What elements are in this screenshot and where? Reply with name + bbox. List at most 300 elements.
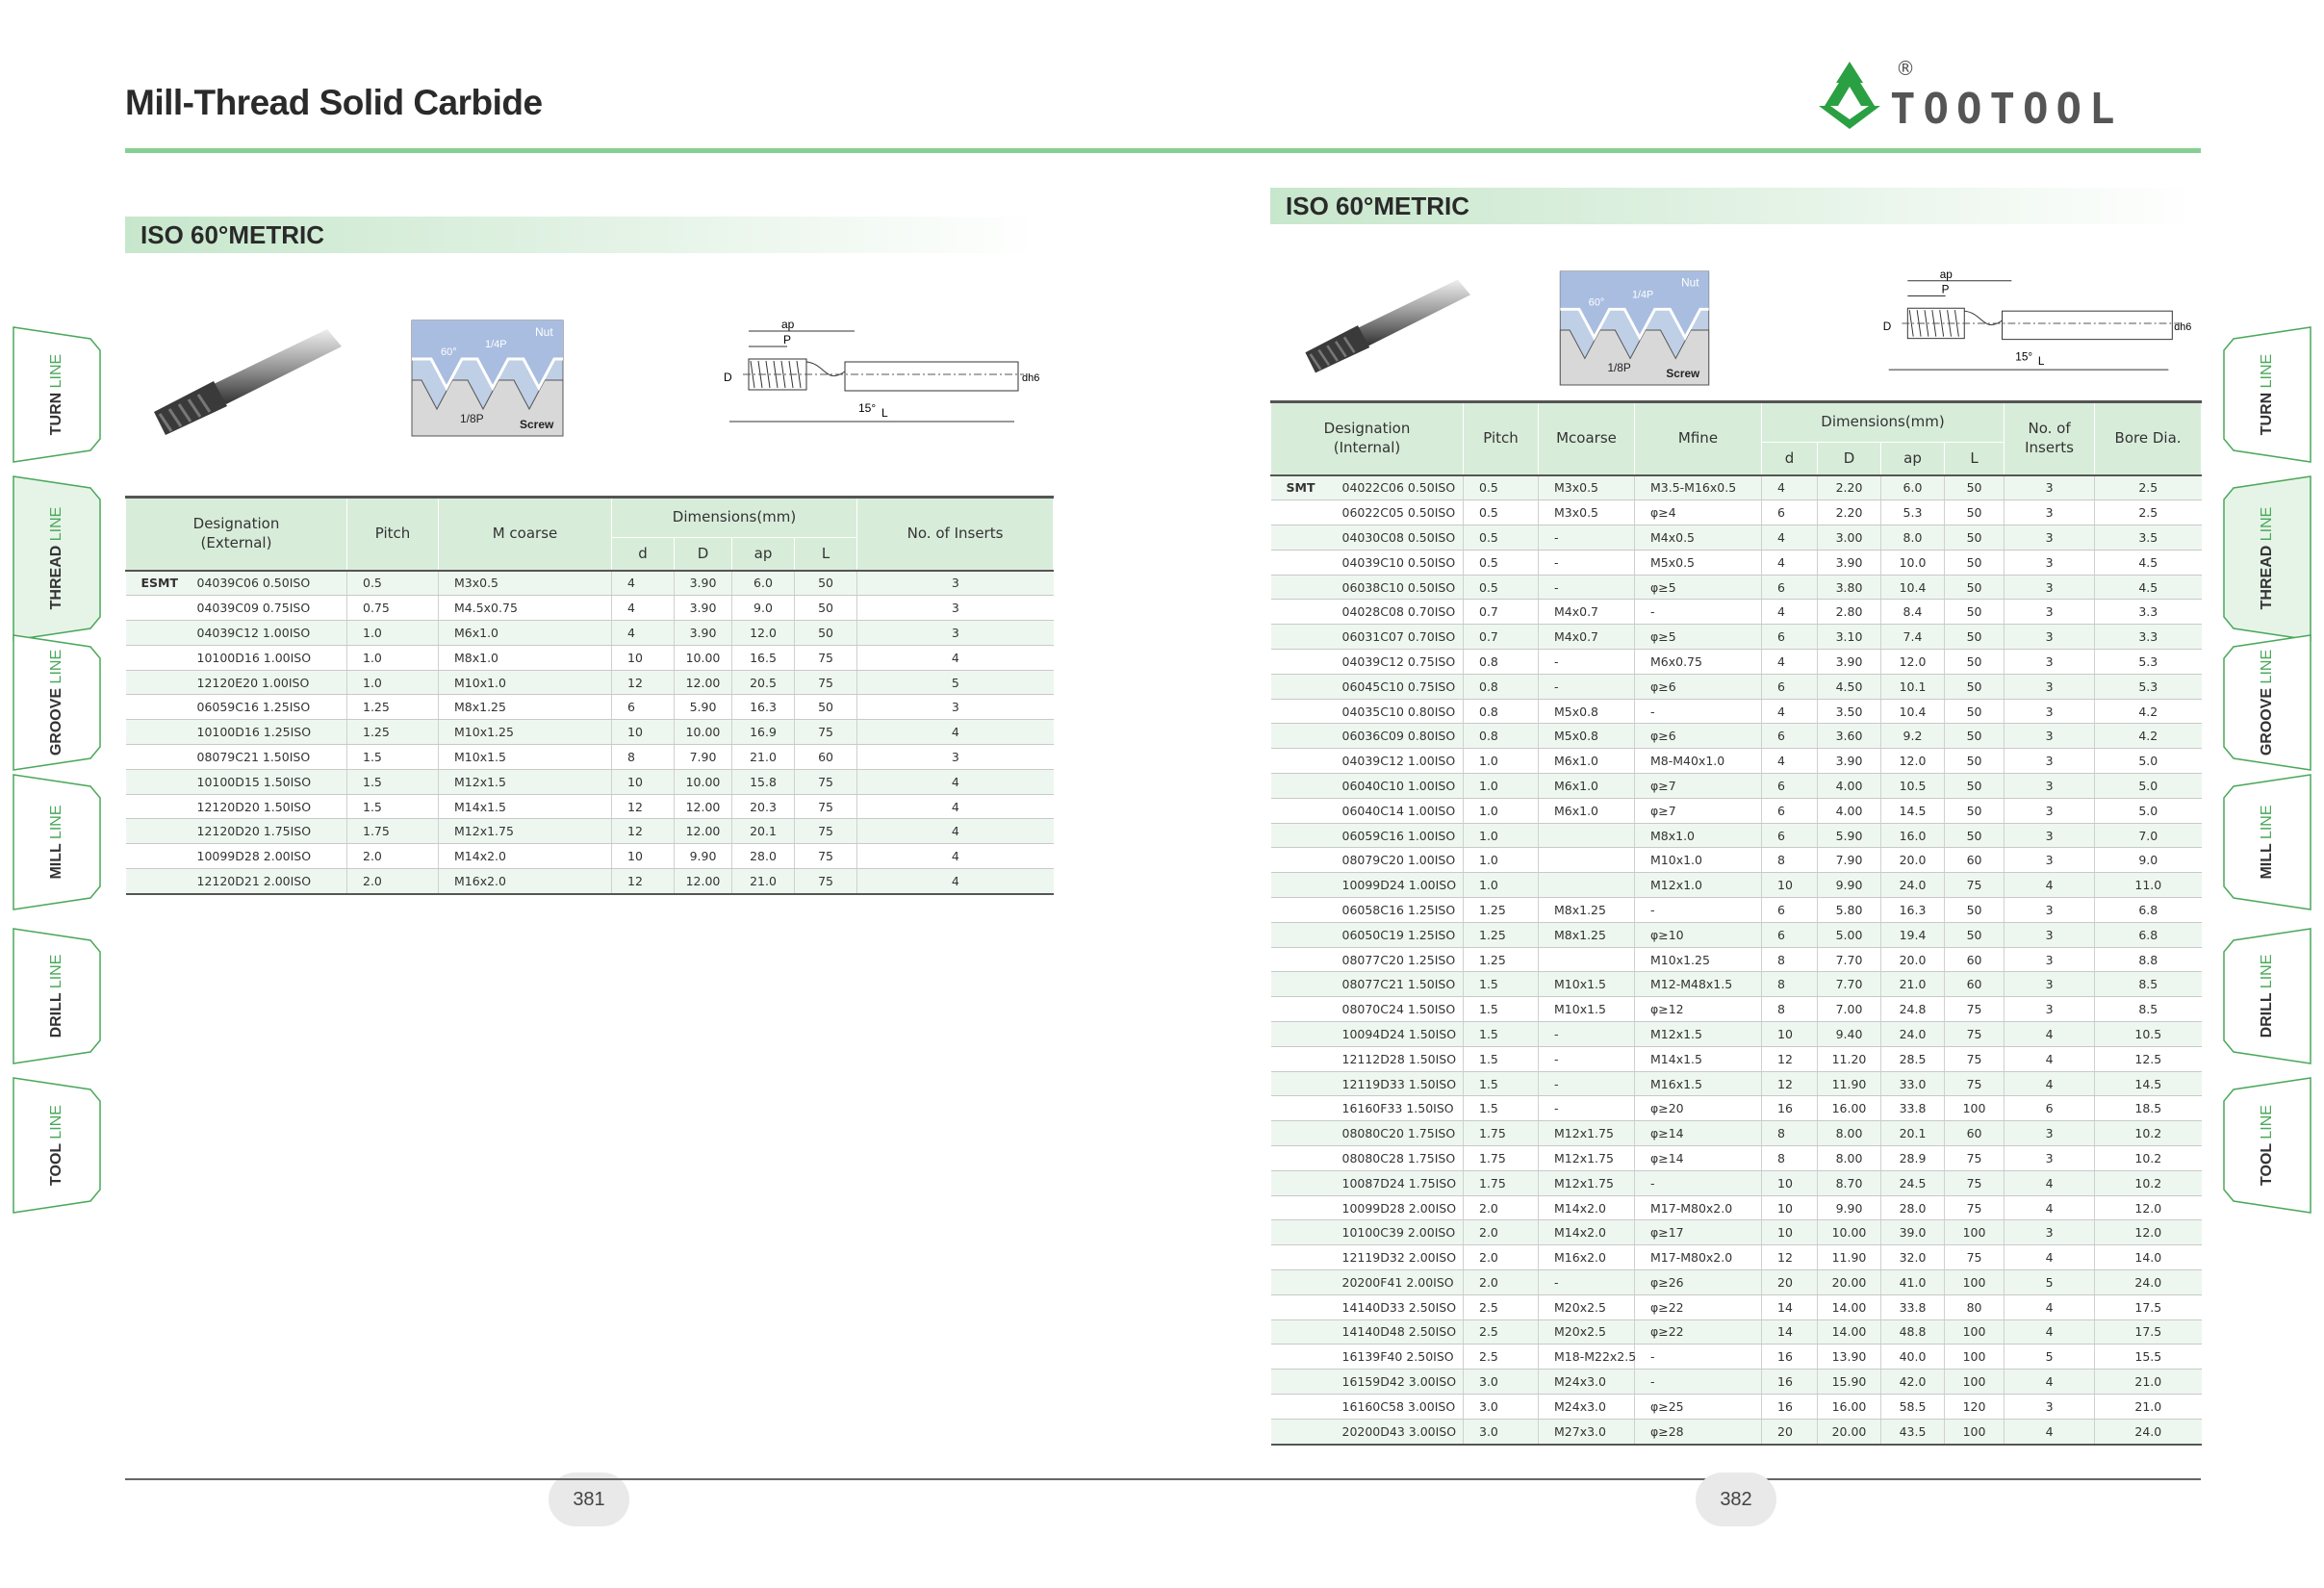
designation-code: 04039C10 0.50ISO <box>1341 554 1456 570</box>
table-cell: M12x1.75 <box>439 819 612 844</box>
table-cell: 16.00 <box>1818 1096 1881 1121</box>
table-cell: 0.7 <box>1464 600 1539 625</box>
table-cell: 12.00 <box>675 819 732 844</box>
table-row <box>1271 625 2202 650</box>
side-tab-line: LINE <box>2259 805 2275 840</box>
table-cell: 10.2 <box>2095 1146 2202 1171</box>
side-tab-turn[interactable] <box>2224 327 2311 462</box>
table-row <box>1271 1370 2202 1395</box>
series-prefix: ESMT <box>140 576 179 591</box>
table-row <box>1271 1220 2202 1245</box>
table-cell: 4 <box>2005 1022 2095 1047</box>
table-cell: M10x1.25 <box>439 720 612 745</box>
side-tab-line: LINE <box>2259 954 2275 989</box>
svg-text:1/8P: 1/8P <box>1607 361 1631 375</box>
table-cell: 12 <box>612 869 675 894</box>
table-cell: M10x1.0 <box>439 670 612 695</box>
table-cell: 5 <box>2005 1270 2095 1295</box>
table-cell: 1.75 <box>1464 1170 1539 1195</box>
page-number: 382 <box>1696 1473 1776 1526</box>
table-cell <box>1271 1245 1464 1270</box>
table-cell: M3x0.5 <box>1539 475 1635 500</box>
side-tab-label <box>2259 805 2276 879</box>
table-cell: φ≥4 <box>1635 500 1762 525</box>
table-cell: 6.8 <box>2095 922 2202 947</box>
col-mfine: Mfine <box>1635 402 1762 475</box>
side-tab-label <box>2259 955 2276 1038</box>
table-cell: 12.0 <box>1881 749 1945 774</box>
table-cell: 2.20 <box>1818 500 1881 525</box>
table-row <box>1271 575 2202 600</box>
table-cell: 12.00 <box>675 794 732 819</box>
table-cell: 6.0 <box>1881 475 1945 500</box>
designation-code: 12120D20 1.50ISO <box>196 799 312 814</box>
table-cell: 100 <box>1945 1096 2005 1121</box>
table-cell: 8 <box>1762 1146 1818 1171</box>
table-cell: 12.0 <box>732 621 795 646</box>
designation-code: 20200D43 3.00ISO <box>1341 1423 1457 1439</box>
svg-text:dh6: dh6 <box>2174 320 2192 333</box>
table-cell: 60 <box>1945 947 2005 972</box>
table-cell <box>1271 798 1464 823</box>
table-row <box>1271 1071 2202 1096</box>
table-row <box>126 819 1054 844</box>
table-cell: 12 <box>612 819 675 844</box>
table-row <box>1271 525 2202 551</box>
table-cell: 4 <box>2005 873 2095 898</box>
table-cell: 7.00 <box>1818 997 1881 1022</box>
table-cell: 10.4 <box>1881 699 1945 724</box>
table-cell: M10x1.25 <box>1635 947 1762 972</box>
table-cell: 20.3 <box>732 794 795 819</box>
table-cell: φ≥10 <box>1635 922 1762 947</box>
table-cell: 6 <box>1762 898 1818 923</box>
table-cell: 20.00 <box>1818 1270 1881 1295</box>
table-cell: 8.5 <box>2095 997 2202 1022</box>
side-tab-label <box>2259 650 2276 756</box>
table-row <box>1271 724 2202 749</box>
table-cell <box>1271 1419 1464 1444</box>
table-cell: 0.7 <box>1464 625 1539 650</box>
tool-photo <box>144 318 346 438</box>
table-cell: 20.0 <box>1881 947 1945 972</box>
table-cell: 5.0 <box>2095 749 2202 774</box>
col-pitch: Pitch <box>1464 402 1539 475</box>
designation-code: 16159D42 3.00ISO <box>1341 1374 1457 1390</box>
table-cell: 1.25 <box>1464 922 1539 947</box>
table-cell: 50 <box>795 571 857 596</box>
side-tab-drill[interactable] <box>13 929 100 1063</box>
table-cell <box>1271 823 1464 848</box>
designation-code: 06036C09 0.80ISO <box>1341 729 1456 744</box>
table-cell: 3 <box>2005 798 2095 823</box>
table-cell: M5x0.8 <box>1539 699 1635 724</box>
table-cell <box>1271 475 1464 500</box>
table-cell: 75 <box>1945 1170 2005 1195</box>
side-tab-line: LINE <box>48 506 64 542</box>
table-row <box>126 720 1054 745</box>
side-tab-mill[interactable] <box>13 775 100 909</box>
table-cell: 15.5 <box>2095 1345 2202 1370</box>
designation-code: 10100C39 2.00ISO <box>1341 1225 1456 1241</box>
table-cell: 10 <box>1762 1220 1818 1245</box>
table-cell: 0.8 <box>1464 650 1539 675</box>
table-cell: 6 <box>1762 575 1818 600</box>
designation-code: 04039C12 0.75ISO <box>1341 653 1456 669</box>
table-cell: 20 <box>1762 1270 1818 1295</box>
table-row <box>1271 1245 2202 1270</box>
svg-text:60°: 60° <box>441 346 457 358</box>
table-cell: M12-M48x1.5 <box>1635 972 1762 997</box>
table-cell: φ≥14 <box>1635 1146 1762 1171</box>
designation-code: 06040C10 1.00ISO <box>1341 778 1456 793</box>
external-thread-table <box>125 496 1054 895</box>
table-cell: 10 <box>612 720 675 745</box>
table-cell: 2.0 <box>347 869 439 894</box>
designation-code: 14140D48 2.50ISO <box>1341 1324 1457 1340</box>
table-cell: 14.00 <box>1818 1294 1881 1319</box>
table-cell: 10.00 <box>675 769 732 794</box>
table-cell: 50 <box>1945 823 2005 848</box>
table-row <box>1271 1419 2202 1444</box>
table-cell <box>1271 1319 1464 1345</box>
table-cell: 50 <box>1945 774 2005 799</box>
table-cell: M8x1.25 <box>1539 922 1635 947</box>
table-cell: 3 <box>2005 898 2095 923</box>
table-cell: 20.1 <box>1881 1121 1945 1146</box>
table-cell: M17-M80x2.0 <box>1635 1245 1762 1270</box>
table-cell: 0.5 <box>1464 575 1539 600</box>
table-cell: 10.5 <box>2095 1022 2202 1047</box>
thread-profile-diagram <box>1559 271 1710 385</box>
table-cell: 3.00 <box>1818 525 1881 551</box>
designation-code: 06045C10 0.75ISO <box>1341 679 1456 694</box>
side-tab-tool[interactable] <box>13 1078 100 1213</box>
svg-text:1/4P: 1/4P <box>485 339 507 350</box>
table-cell: 75 <box>795 720 857 745</box>
footer-rule <box>125 1478 2201 1480</box>
table-cell: M3x0.5 <box>1539 500 1635 525</box>
side-tab-label <box>48 650 65 756</box>
table-cell: 10 <box>1762 1170 1818 1195</box>
table-cell: M8x1.0 <box>439 645 612 670</box>
designation-code: 04035C10 0.80ISO <box>1341 704 1456 719</box>
table-cell: 3 <box>2005 1146 2095 1171</box>
table-cell: M10x1.5 <box>1539 997 1635 1022</box>
table-row <box>1271 774 2202 799</box>
table-cell <box>1271 997 1464 1022</box>
table-cell: 2.5 <box>1464 1319 1539 1345</box>
table-cell: 10.0 <box>1881 550 1945 575</box>
table-cell: 120 <box>1945 1394 2005 1419</box>
col-designation: Designation (Internal) <box>1271 402 1464 475</box>
table-cell: 3 <box>2005 699 2095 724</box>
table-cell: M20x2.5 <box>1539 1319 1635 1345</box>
table-cell: - <box>1539 1022 1635 1047</box>
side-tab-tool[interactable] <box>2224 1078 2311 1213</box>
table-cell: 10 <box>612 645 675 670</box>
table-cell: - <box>1635 1170 1762 1195</box>
table-row <box>126 645 1054 670</box>
table-cell: 24.0 <box>2095 1270 2202 1295</box>
table-cell: 50 <box>1945 798 2005 823</box>
table-cell: 60 <box>1945 1121 2005 1146</box>
table-cell: 50 <box>1945 525 2005 551</box>
table-cell: 10.4 <box>1881 575 1945 600</box>
table-cell: 6 <box>2005 1096 2095 1121</box>
table-cell: 3 <box>2005 749 2095 774</box>
table-cell: φ≥12 <box>1635 997 1762 1022</box>
side-tab-thread[interactable] <box>13 476 100 640</box>
table-cell: M10x1.0 <box>1635 848 1762 873</box>
side-tab-label <box>48 1105 65 1186</box>
table-cell: 4 <box>1762 475 1818 500</box>
section-title: ISO 60°METRIC <box>1286 192 1469 220</box>
table-cell: 2.20 <box>1818 475 1881 500</box>
table-cell: 5.90 <box>1818 823 1881 848</box>
table-cell: 17.5 <box>2095 1319 2202 1345</box>
table-cell: - <box>1539 1096 1635 1121</box>
col-dimensions: Dimensions(mm) <box>612 498 857 538</box>
table-cell: 4 <box>2005 1245 2095 1270</box>
table-cell: 75 <box>795 670 857 695</box>
section-header-left <box>125 217 1039 253</box>
side-tab-drill[interactable] <box>2224 929 2311 1063</box>
table-cell <box>126 794 347 819</box>
table-cell <box>1271 699 1464 724</box>
table-cell: 4 <box>857 794 1054 819</box>
svg-text:ap: ap <box>1939 268 1953 281</box>
table-cell: 58.5 <box>1881 1394 1945 1419</box>
side-tab-groove[interactable] <box>13 635 100 770</box>
table-cell: 9.2 <box>1881 724 1945 749</box>
table-cell: M6x0.75 <box>1635 650 1762 675</box>
table-cell: 20.00 <box>1818 1419 1881 1444</box>
table-cell: 10 <box>612 769 675 794</box>
table-cell: φ≥5 <box>1635 625 1762 650</box>
table-cell: 14.0 <box>2095 1245 2202 1270</box>
table-cell: 5.3 <box>2095 650 2202 675</box>
table-cell: 43.5 <box>1881 1419 1945 1444</box>
table-cell: 4 <box>612 621 675 646</box>
table-row <box>1271 1046 2202 1071</box>
col-L: L <box>795 538 857 571</box>
table-row <box>1271 650 2202 675</box>
svg-text:15°: 15° <box>858 401 877 415</box>
table-cell: 50 <box>1945 650 2005 675</box>
table-cell: 3 <box>2005 1121 2095 1146</box>
table-row <box>1271 1022 2202 1047</box>
table-cell: 5.3 <box>1881 500 1945 525</box>
table-cell: 20.1 <box>732 819 795 844</box>
table-cell: 10.00 <box>675 720 732 745</box>
table-cell: 21.0 <box>732 745 795 770</box>
table-cell: φ≥22 <box>1635 1294 1762 1319</box>
table-cell: 0.5 <box>1464 550 1539 575</box>
designation-code: 04039C12 1.00ISO <box>1341 754 1456 769</box>
table-cell: - <box>1635 1370 1762 1395</box>
table-row <box>1271 972 2202 997</box>
table-row <box>1271 873 2202 898</box>
designation-code: 08077C21 1.50ISO <box>1341 977 1456 992</box>
table-cell <box>126 819 347 844</box>
side-tab-line: LINE <box>2259 1105 2275 1140</box>
svg-text:15°: 15° <box>2015 350 2033 364</box>
svg-text:D: D <box>1882 320 1892 333</box>
table-cell: 4 <box>1762 550 1818 575</box>
designation-code: 06031C07 0.70ISO <box>1341 629 1456 645</box>
table-cell: 1.25 <box>1464 947 1539 972</box>
table-cell: 15.90 <box>1818 1370 1881 1395</box>
table-cell: 3.80 <box>1818 575 1881 600</box>
side-tab-main: TURN <box>2259 392 2275 436</box>
table-cell <box>1271 873 1464 898</box>
table-cell: φ≥7 <box>1635 798 1762 823</box>
designation-code: 12112D28 1.50ISO <box>1341 1051 1457 1066</box>
side-tab-main: TURN <box>48 392 64 436</box>
col-dimensions: Dimensions(mm) <box>1762 402 2005 443</box>
table-cell: 9.40 <box>1818 1022 1881 1047</box>
table-cell: 10 <box>1762 1022 1818 1047</box>
table-cell: φ≥5 <box>1635 575 1762 600</box>
designation-code: 10100D16 1.25ISO <box>196 725 312 740</box>
table-row <box>1271 997 2202 1022</box>
table-cell <box>1271 650 1464 675</box>
table-cell: 24.8 <box>1881 997 1945 1022</box>
table-cell: M6x1.0 <box>1539 798 1635 823</box>
header-rule <box>125 148 2201 153</box>
table-cell: 0.5 <box>1464 500 1539 525</box>
table-cell: 1.0 <box>1464 848 1539 873</box>
side-tab-line: LINE <box>2259 353 2275 389</box>
table-cell <box>1271 525 1464 551</box>
table-row <box>126 869 1054 894</box>
table-cell: 1.75 <box>1464 1121 1539 1146</box>
table-row <box>1271 1146 2202 1171</box>
table-cell: M4x0.5 <box>1635 525 1762 551</box>
table-cell <box>126 869 347 894</box>
col-mcoarse: M coarse <box>439 498 612 571</box>
side-tab-thread[interactable] <box>2224 476 2311 640</box>
table-cell: 12 <box>1762 1071 1818 1096</box>
table-cell: - <box>1539 650 1635 675</box>
side-tab-main: GROOVE <box>2259 687 2275 756</box>
table-cell: 48.8 <box>1881 1319 1945 1345</box>
table-cell: 11.20 <box>1818 1046 1881 1071</box>
table-cell: 3.60 <box>1818 724 1881 749</box>
table-cell: 50 <box>1945 749 2005 774</box>
table-cell: 2.5 <box>2095 475 2202 500</box>
table-cell: 5.90 <box>675 695 732 720</box>
col-designation: Designation (External) <box>126 498 347 571</box>
table-cell: 8 <box>1762 997 1818 1022</box>
table-row <box>1271 600 2202 625</box>
table-cell: 20 <box>1762 1419 1818 1444</box>
side-tab-turn[interactable] <box>13 327 100 462</box>
table-cell <box>126 769 347 794</box>
table-cell: 8 <box>1762 972 1818 997</box>
table-cell: M12x1.5 <box>1635 1022 1762 1047</box>
table-cell: M14x2.0 <box>1539 1195 1635 1220</box>
table-cell: 16.3 <box>1881 898 1945 923</box>
table-cell <box>1271 1071 1464 1096</box>
table-cell: 4 <box>2005 1046 2095 1071</box>
table-cell: 3 <box>2005 625 2095 650</box>
table-cell: 4 <box>2005 1419 2095 1444</box>
table-cell: 3.0 <box>1464 1419 1539 1444</box>
side-tab-main: TOOL <box>2259 1143 2275 1186</box>
table-cell: φ≥6 <box>1635 724 1762 749</box>
table-cell <box>1271 1394 1464 1419</box>
table-cell: 6.0 <box>732 571 795 596</box>
table-cell: 1.5 <box>347 769 439 794</box>
designation-code: 06040C14 1.00ISO <box>1341 803 1456 818</box>
designation-code: 06059C16 1.25ISO <box>196 700 311 715</box>
table-cell: 8.8 <box>2095 947 2202 972</box>
table-cell <box>1271 1270 1464 1295</box>
table-cell: 4 <box>857 869 1054 894</box>
table-cell: 1.0 <box>1464 749 1539 774</box>
table-cell <box>1539 823 1635 848</box>
section-title: ISO 60°METRIC <box>140 220 324 249</box>
tool-dimension-drawing <box>720 318 1040 425</box>
table-cell: 2.0 <box>1464 1270 1539 1295</box>
svg-text:L: L <box>2037 355 2045 369</box>
table-cell: 8 <box>1762 848 1818 873</box>
table-cell: 2.5 <box>2095 500 2202 525</box>
table-row <box>1271 1270 2202 1295</box>
table-cell: 2.5 <box>1464 1294 1539 1319</box>
table-cell: 16.3 <box>732 695 795 720</box>
table-cell: 7.90 <box>675 745 732 770</box>
table-cell: 28.0 <box>1881 1195 1945 1220</box>
svg-text:Nut: Nut <box>1681 275 1699 290</box>
table-cell: 39.0 <box>1881 1220 1945 1245</box>
designation-code: 10099D28 2.00ISO <box>1341 1200 1457 1216</box>
table-cell: 9.90 <box>1818 1195 1881 1220</box>
side-tab-main: THREAD <box>2259 545 2275 610</box>
table-cell: 16.5 <box>732 645 795 670</box>
table-cell <box>1271 1294 1464 1319</box>
side-tab-main: THREAD <box>48 545 64 610</box>
table-cell <box>126 571 347 596</box>
table-cell: 3.3 <box>2095 625 2202 650</box>
table-cell: 41.0 <box>1881 1270 1945 1295</box>
side-tab-mill[interactable] <box>2224 775 2311 909</box>
table-cell: 4 <box>612 571 675 596</box>
table-cell: φ≥6 <box>1635 674 1762 699</box>
table-cell: 7.90 <box>1818 848 1881 873</box>
side-tab-main: DRILL <box>2259 992 2275 1038</box>
table-cell: 3 <box>2005 600 2095 625</box>
table-cell: φ≥28 <box>1635 1419 1762 1444</box>
table-row <box>1271 1195 2202 1220</box>
table-cell: 100 <box>1945 1319 2005 1345</box>
col-ap: ap <box>732 538 795 571</box>
table-cell: 4 <box>1762 699 1818 724</box>
table-cell: 12 <box>612 794 675 819</box>
side-tab-groove[interactable] <box>2224 635 2311 770</box>
table-cell: 16.00 <box>1818 1394 1881 1419</box>
table-cell: - <box>1539 1270 1635 1295</box>
table-row <box>1271 922 2202 947</box>
table-cell: M10x1.5 <box>1539 972 1635 997</box>
table-cell: 4 <box>1762 749 1818 774</box>
table-cell: M8-M40x1.0 <box>1635 749 1762 774</box>
table-cell: 4 <box>857 645 1054 670</box>
table-cell: 1.0 <box>347 645 439 670</box>
table-cell: 5 <box>857 670 1054 695</box>
